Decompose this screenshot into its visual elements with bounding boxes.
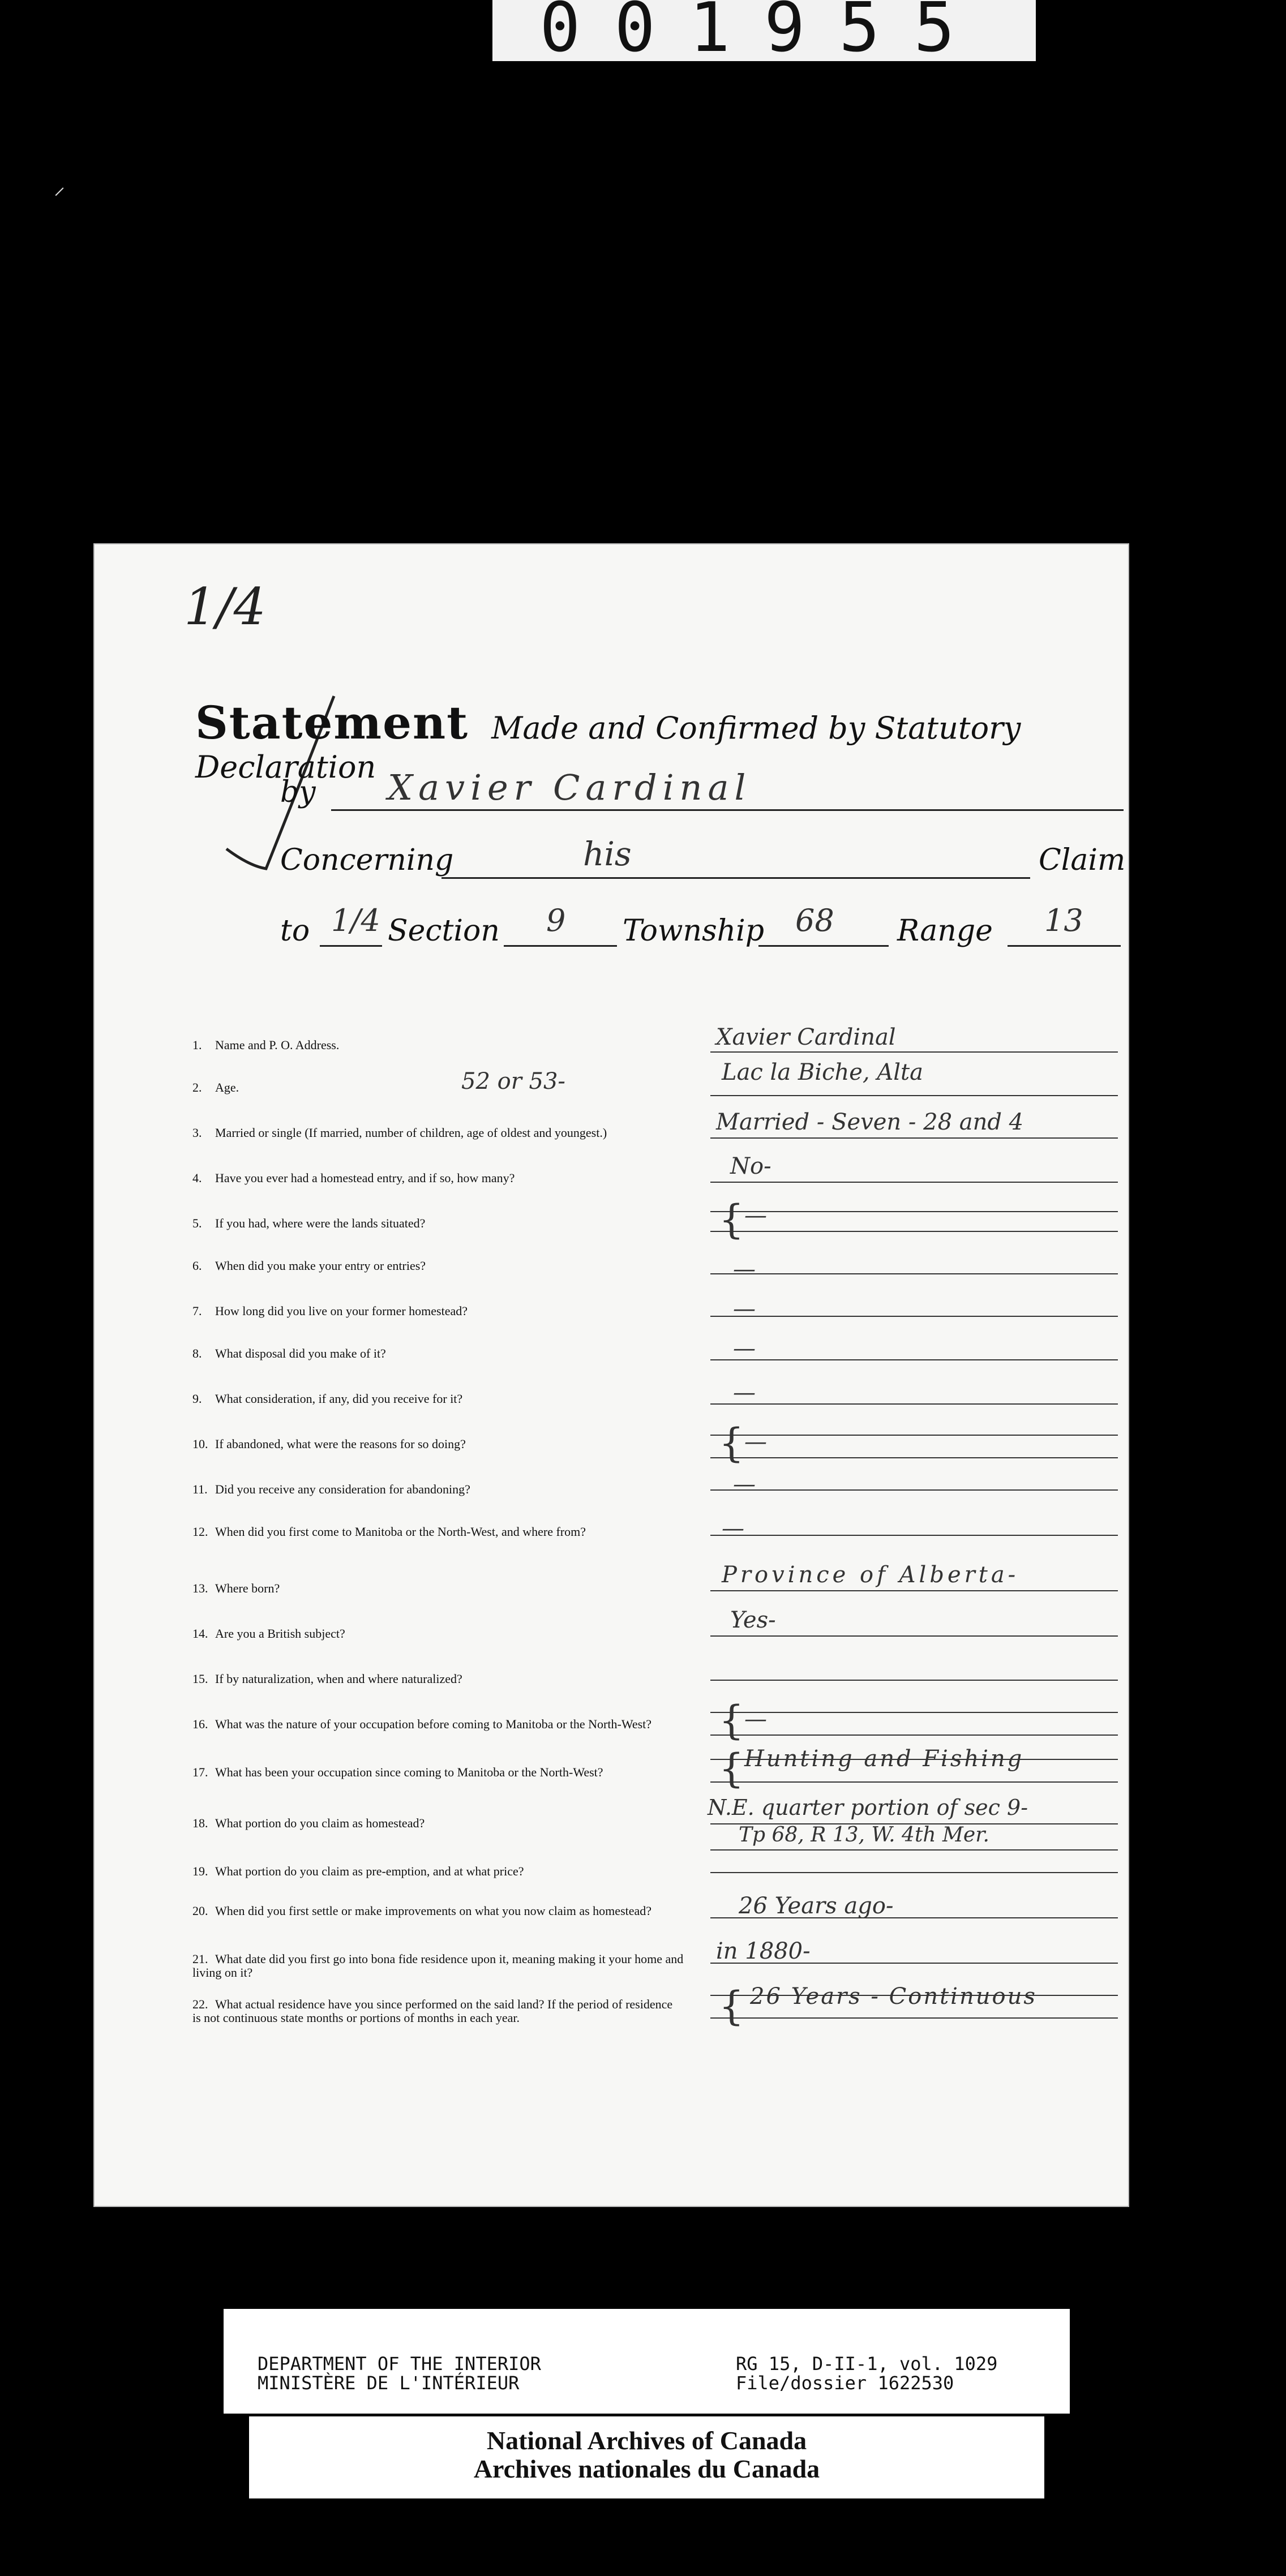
- concerning-label: Concerning: [280, 843, 454, 877]
- dept-en: DEPARTMENT OF THE INTERIOR: [258, 2353, 541, 2375]
- question-7: 7. How long did you live on your former homestead?: [192, 1304, 468, 1318]
- answer-20: 26 Years ago-: [739, 1893, 894, 1919]
- answer-12: —: [722, 1515, 744, 1542]
- question-22: 22. What actual residence have you since performed on the said land? If the period of residence is not continuous state months or portions of months in each year.: [192, 1997, 673, 2025]
- to-label: to: [280, 914, 310, 948]
- answer-line-7: [710, 1316, 1118, 1317]
- answer-line-17b: [710, 1781, 1118, 1783]
- by-value: Xavier Cardinal: [388, 767, 752, 808]
- answer-line-22b: [710, 2017, 1118, 2019]
- answer-18: N.E. quarter portion of sec 9-: [708, 1795, 1028, 1820]
- question-6: 6. When did you make your entry or entries?: [192, 1259, 426, 1273]
- answer-line-16b: [710, 1734, 1118, 1736]
- answer-line-4: [710, 1182, 1118, 1183]
- answer-line-10b: [710, 1457, 1118, 1458]
- answer-line-1: [710, 1051, 1118, 1053]
- answer-9: —: [733, 1380, 756, 1406]
- answer-6: —: [733, 1256, 756, 1282]
- question-15: 15. If by naturalization, when and where naturalized?: [192, 1672, 462, 1686]
- answer-7: —: [733, 1296, 756, 1322]
- corner-note: 1/4: [184, 577, 266, 637]
- section-rule: [504, 945, 617, 947]
- answer-line-8: [710, 1359, 1118, 1360]
- answer-11: —: [733, 1471, 756, 1497]
- answer-line-6: [710, 1273, 1118, 1274]
- brace-5: {: [719, 1196, 744, 1243]
- answer-line-5a: [710, 1211, 1118, 1212]
- archives-label: [249, 2416, 1044, 2498]
- by-label: by: [280, 775, 316, 809]
- answer-4: No-: [730, 1153, 771, 1179]
- answer-line-11: [710, 1489, 1118, 1491]
- answer-14: Yes-: [730, 1607, 776, 1633]
- dept-fr: MINISTÈRE DE L'INTÉRIEUR: [258, 2372, 520, 2394]
- question-11: 11. Did you receive any consideration for abandoning?: [192, 1482, 470, 1496]
- question-4: 4. Have you ever had a homestead entry, and if so, how many?: [192, 1171, 515, 1185]
- range-rule: [1008, 945, 1121, 947]
- to-rule: [320, 945, 382, 947]
- answer-21: in 1880-: [716, 1938, 811, 1964]
- answer-line-3: [710, 1137, 1118, 1139]
- answer-line-5b: [710, 1231, 1118, 1232]
- brace-10: {: [719, 1420, 744, 1466]
- answer-5: —: [744, 1203, 767, 1229]
- answer-16: —: [744, 1706, 767, 1732]
- answer-line-10a: [710, 1435, 1118, 1436]
- answer-10: —: [744, 1429, 767, 1455]
- range-value: 13: [1044, 903, 1083, 938]
- township-label: Township: [623, 914, 765, 948]
- concerning-rule: [441, 877, 1030, 879]
- answer-17: Hunting and Fishing: [744, 1746, 1024, 1772]
- answer-line-18b: [710, 1849, 1118, 1851]
- question-19: 19. What portion do you claim as pre-emption, and at what price?: [192, 1864, 524, 1878]
- township-rule: [758, 945, 889, 947]
- question-2: 2. Age.: [192, 1080, 239, 1094]
- answer-13: Province of Alberta-: [722, 1562, 1019, 1588]
- answer-line-14: [710, 1635, 1118, 1637]
- answer-3: Married - Seven - 28 and 4: [716, 1109, 1024, 1135]
- question-20: 20. When did you first settle or make improvements on what you now claim as homestead?: [192, 1904, 652, 1918]
- question-9: 9. What consideration, if any, did you receive for it?: [192, 1392, 463, 1406]
- answer-22: 26 Years - Continuous: [750, 1983, 1037, 2010]
- title-rest: Made and Confirmed by Statutory Declaration: [195, 710, 1021, 785]
- answer-2-age: 52 or 53-: [461, 1068, 565, 1094]
- range-label: Range: [897, 914, 993, 948]
- answer-2: Lac la Biche, Alta: [722, 1059, 923, 1085]
- answer-line-15: [710, 1680, 1118, 1681]
- question-21: 21. What date did you first go into bona fide residence upon it, meaning making it your home and living on it?: [192, 1952, 684, 1980]
- question-18: 18. What portion do you claim as homestead?: [192, 1816, 425, 1830]
- answer-line-2: [710, 1095, 1118, 1096]
- statement-title: [195, 696, 1124, 785]
- answer-line-9: [710, 1403, 1118, 1405]
- brace-17: {: [719, 1745, 744, 1792]
- brace-22: {: [719, 1983, 744, 2029]
- to-value: 1/4: [331, 903, 380, 938]
- question-10: 10. If abandoned, what were the reasons for so doing?: [192, 1437, 466, 1451]
- record-reference: RG 15, D-II-1, vol. 1029: [736, 2353, 998, 2375]
- township-value: 68: [795, 903, 834, 938]
- answer-line-16a: [710, 1712, 1118, 1713]
- answer-line-12: [710, 1535, 1118, 1536]
- question-13: 13. Where born?: [192, 1581, 280, 1595]
- statement-sheet: [93, 543, 1129, 2207]
- frame-number: 001955: [492, 0, 1036, 61]
- stray-mark: ⸝: [54, 174, 65, 199]
- archives-fr: Archives nationales du Canada: [473, 2454, 820, 2483]
- title-bold: Statement: [195, 696, 469, 749]
- answer-line-13: [710, 1590, 1118, 1591]
- question-16: 16. What was the nature of your occupation before coming to Manitoba or the North-West?: [192, 1717, 652, 1731]
- by-rule: [331, 809, 1124, 811]
- question-5: 5. If you had, where were the lands situated?: [192, 1216, 426, 1230]
- answer-line-19: [710, 1872, 1118, 1873]
- brace-16: {: [719, 1697, 744, 1744]
- question-3: 3. Married or single (If married, number of children, age of oldest and youngest.): [192, 1126, 607, 1140]
- file-number: File/dossier 1622530: [736, 2372, 954, 2394]
- question-8: 8. What disposal did you make of it?: [192, 1346, 386, 1360]
- answer-8: —: [733, 1336, 756, 1362]
- answer-18-line2: Tp 68, R 13, W. 4th Mer.: [739, 1823, 989, 1847]
- concerning-value: his: [583, 835, 632, 873]
- section-value: 9: [546, 903, 566, 938]
- question-12: 12. When did you first come to Manitoba or the North-West, and where from?: [192, 1525, 586, 1539]
- department-label: [224, 2309, 1070, 2414]
- question-1: 1. Name and P. O. Address.: [192, 1038, 340, 1052]
- question-17: 17. What has been your occupation since coming to Manitoba or the North-West?: [192, 1765, 603, 1779]
- question-14: 14. Are you a British subject?: [192, 1626, 345, 1641]
- answer-1: Xavier Cardinal: [716, 1024, 896, 1050]
- section-label: Section: [388, 914, 500, 948]
- claim-label: Claim: [1039, 843, 1126, 877]
- archives-en: National Archives of Canada: [486, 2426, 807, 2455]
